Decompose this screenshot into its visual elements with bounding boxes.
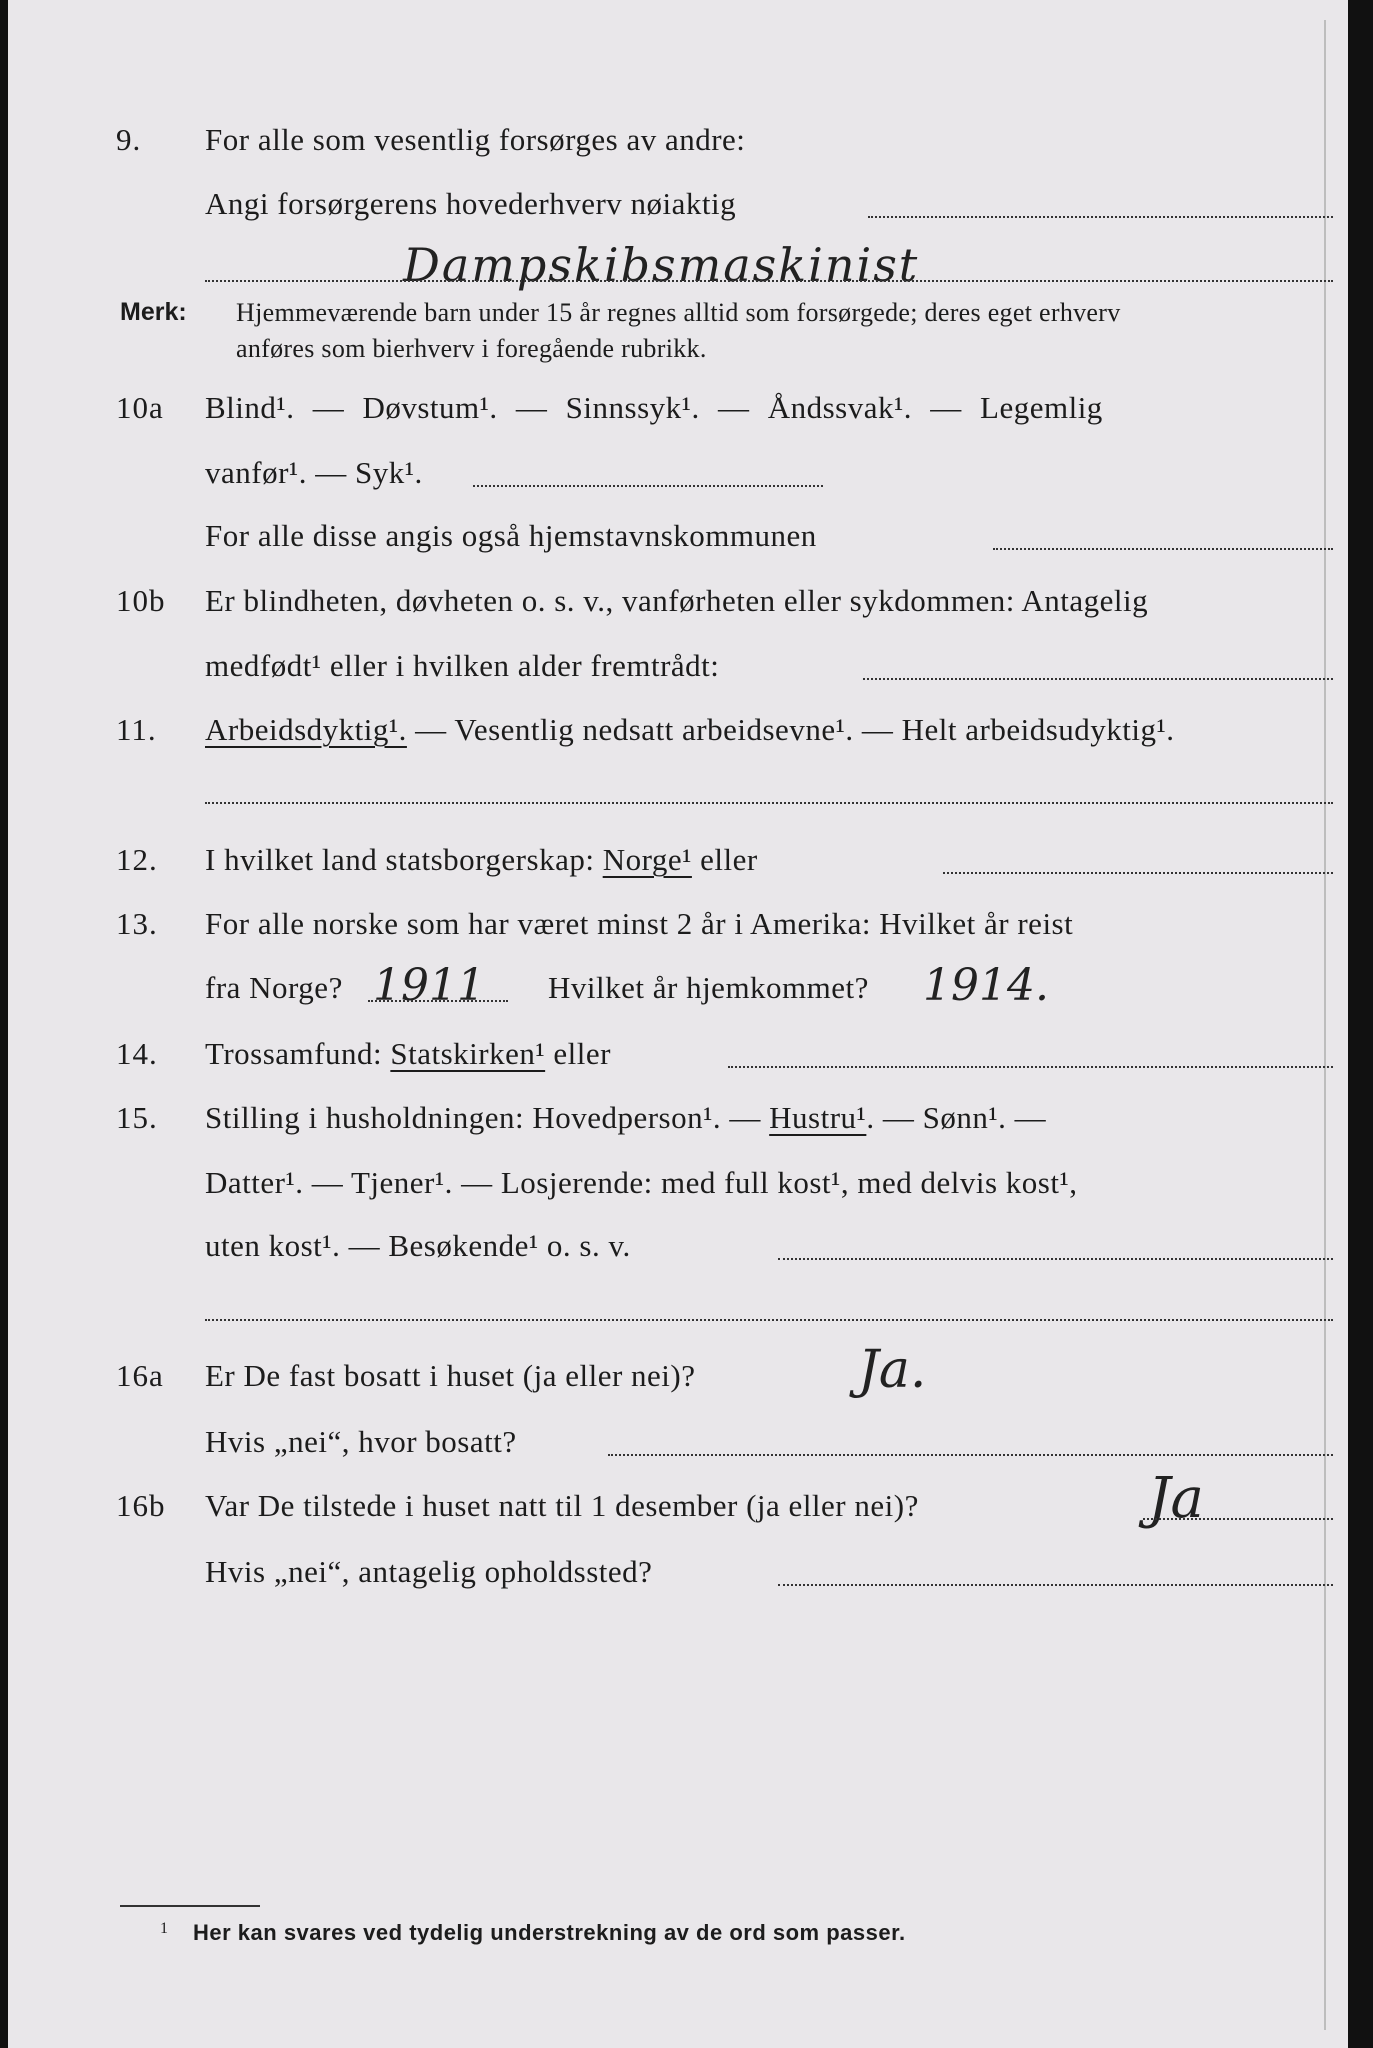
merk-label: Merk: xyxy=(120,298,187,326)
selected-option: Hustru¹ xyxy=(769,1100,867,1135)
question-text: Var De tilstede i huset natt til 1 desember (ja eller nei)? xyxy=(205,1488,919,1523)
question-prefix: Stilling i husholdningen: Hovedperson¹. — xyxy=(205,1100,770,1135)
question-number: 16a xyxy=(116,1358,164,1393)
question-15-answer-row xyxy=(8,1295,1348,1341)
question-text: Hvis „nei“, antagelig opholdssted? xyxy=(205,1554,653,1589)
question-text: Angi forsørgerens hovederhverv nøiaktig xyxy=(205,186,737,221)
question-10a-line2 xyxy=(8,455,1348,501)
handwritten-year-returned: 1914. xyxy=(923,960,1049,1011)
question-number: 9. xyxy=(116,122,142,157)
question-text: Blind¹. — Døvstum¹. — Sinnssyk¹. — Åndssvak¹. — Legemlig xyxy=(205,390,1103,425)
question-16a xyxy=(8,1340,1348,1404)
answer-dotted-line[interactable] xyxy=(205,802,1333,804)
question-number: 10a xyxy=(116,390,164,425)
question-10a-line3 xyxy=(8,518,1348,564)
question-10a xyxy=(8,390,1348,436)
question-text: Hvilket år hjemkommet? xyxy=(548,970,869,1005)
question-text: For alle norske som har været minst 2 år i Amerika: Hvilket år reist xyxy=(205,906,1074,941)
handwritten-year-left: 1911 xyxy=(373,960,485,1011)
footnote-rule xyxy=(120,1905,260,1907)
selected-option: Arbeidsdyktig¹. xyxy=(205,712,407,747)
question-suffix: eller xyxy=(691,842,758,877)
question-12 xyxy=(8,842,1348,888)
question-text: Er blindheten, døvheten o. s. v., vanførheten eller sykdommen: Antagelig xyxy=(205,583,1149,618)
answer-dotted-line[interactable] xyxy=(205,1319,1333,1321)
question-text: Datter¹. — Tjener¹. — Losjerende: med full kost¹, med delvis kost¹, xyxy=(205,1165,1078,1200)
merk-text: Hjemmeværende barn under 15 år regnes alltid som forsørgede; deres eget erhverv xyxy=(236,298,1121,327)
question-13 xyxy=(8,906,1348,952)
census-form-page xyxy=(8,0,1348,2048)
merk-text: anføres som bierhverv i foregående rubrikk. xyxy=(236,334,707,363)
answer-dotted-line[interactable] xyxy=(473,485,823,487)
question-number: 16b xyxy=(116,1488,166,1523)
question-text xyxy=(205,1100,1046,1136)
answer-dotted-line[interactable] xyxy=(368,1000,508,1002)
option-text: — Vesentlig nedsatt arbeidsevne¹. — Helt arbeidsudyktig¹. xyxy=(406,712,1175,747)
question-text: medfødt¹ eller i hvilken alder fremtrådt: xyxy=(205,648,720,683)
question-text: For alle disse angis også hjemstavnskommunen xyxy=(205,518,817,553)
question-text xyxy=(205,842,758,878)
question-9 xyxy=(8,122,1348,168)
question-11 xyxy=(8,712,1348,758)
answer-dotted-line[interactable] xyxy=(943,872,1333,874)
question-number: 14. xyxy=(116,1036,158,1071)
question-text: fra Norge? xyxy=(205,970,343,1005)
question-16b-line2 xyxy=(8,1554,1348,1600)
question-text: Er De fast bosatt i huset (ja eller nei)? xyxy=(205,1358,696,1393)
question-text xyxy=(205,712,1175,748)
answer-dotted-line[interactable] xyxy=(205,280,1333,282)
question-16b xyxy=(8,1466,1348,1534)
footnote-mark: 1 xyxy=(160,1920,168,1937)
question-text xyxy=(205,1036,611,1072)
question-9-answer-row xyxy=(8,238,1348,292)
answer-dotted-line[interactable] xyxy=(728,1066,1333,1068)
merk-note-line2 xyxy=(8,334,1348,380)
selected-option: Norge¹ xyxy=(602,842,692,877)
question-15-line2 xyxy=(8,1165,1348,1211)
question-suffix: . — Sønn¹. — xyxy=(866,1100,1047,1135)
question-text: vanfør¹. — Syk¹. xyxy=(205,455,423,490)
handwritten-answer: Ja. xyxy=(858,1340,927,1400)
footnote-text: Her kan svares ved tydelig understrekning av de ord som passer. xyxy=(193,1920,906,1945)
question-16a-line2 xyxy=(8,1424,1348,1470)
question-9-line2 xyxy=(8,186,1348,232)
selected-option: Statskirken¹ xyxy=(390,1036,546,1071)
question-11-answer-row xyxy=(8,778,1348,824)
question-10b xyxy=(8,583,1348,629)
question-prefix: I hvilket land statsborgerskap: xyxy=(205,842,603,877)
question-number: 11. xyxy=(116,712,157,747)
question-15 xyxy=(8,1100,1348,1146)
answer-dotted-line[interactable] xyxy=(868,216,1333,218)
question-number: 15. xyxy=(116,1100,158,1135)
answer-dotted-line[interactable] xyxy=(778,1584,1333,1586)
question-text: Hvis „nei“, hvor bosatt? xyxy=(205,1424,517,1459)
question-number: 13. xyxy=(116,906,158,941)
question-text: For alle som vesentlig forsørges av andre: xyxy=(205,122,746,157)
handwritten-answer: Ja xyxy=(1148,1466,1204,1531)
question-number: 10b xyxy=(116,583,166,618)
question-prefix: Trossamfund: xyxy=(205,1036,391,1071)
answer-dotted-line[interactable] xyxy=(1143,1518,1333,1520)
answer-dotted-line[interactable] xyxy=(863,678,1333,680)
question-text: uten kost¹. — Besøkende¹ o. s. v. xyxy=(205,1228,631,1263)
answer-dotted-line[interactable] xyxy=(608,1454,1333,1456)
question-14 xyxy=(8,1036,1348,1082)
handwritten-answer: Dampskibsmaskinist xyxy=(403,238,920,292)
question-10b-line2 xyxy=(8,648,1348,694)
question-15-line3 xyxy=(8,1228,1348,1274)
answer-dotted-line[interactable] xyxy=(778,1258,1333,1260)
question-13-line2 xyxy=(8,960,1348,1016)
answer-dotted-line[interactable] xyxy=(993,548,1333,550)
question-suffix: eller xyxy=(545,1036,611,1071)
question-number: 12. xyxy=(116,842,158,877)
